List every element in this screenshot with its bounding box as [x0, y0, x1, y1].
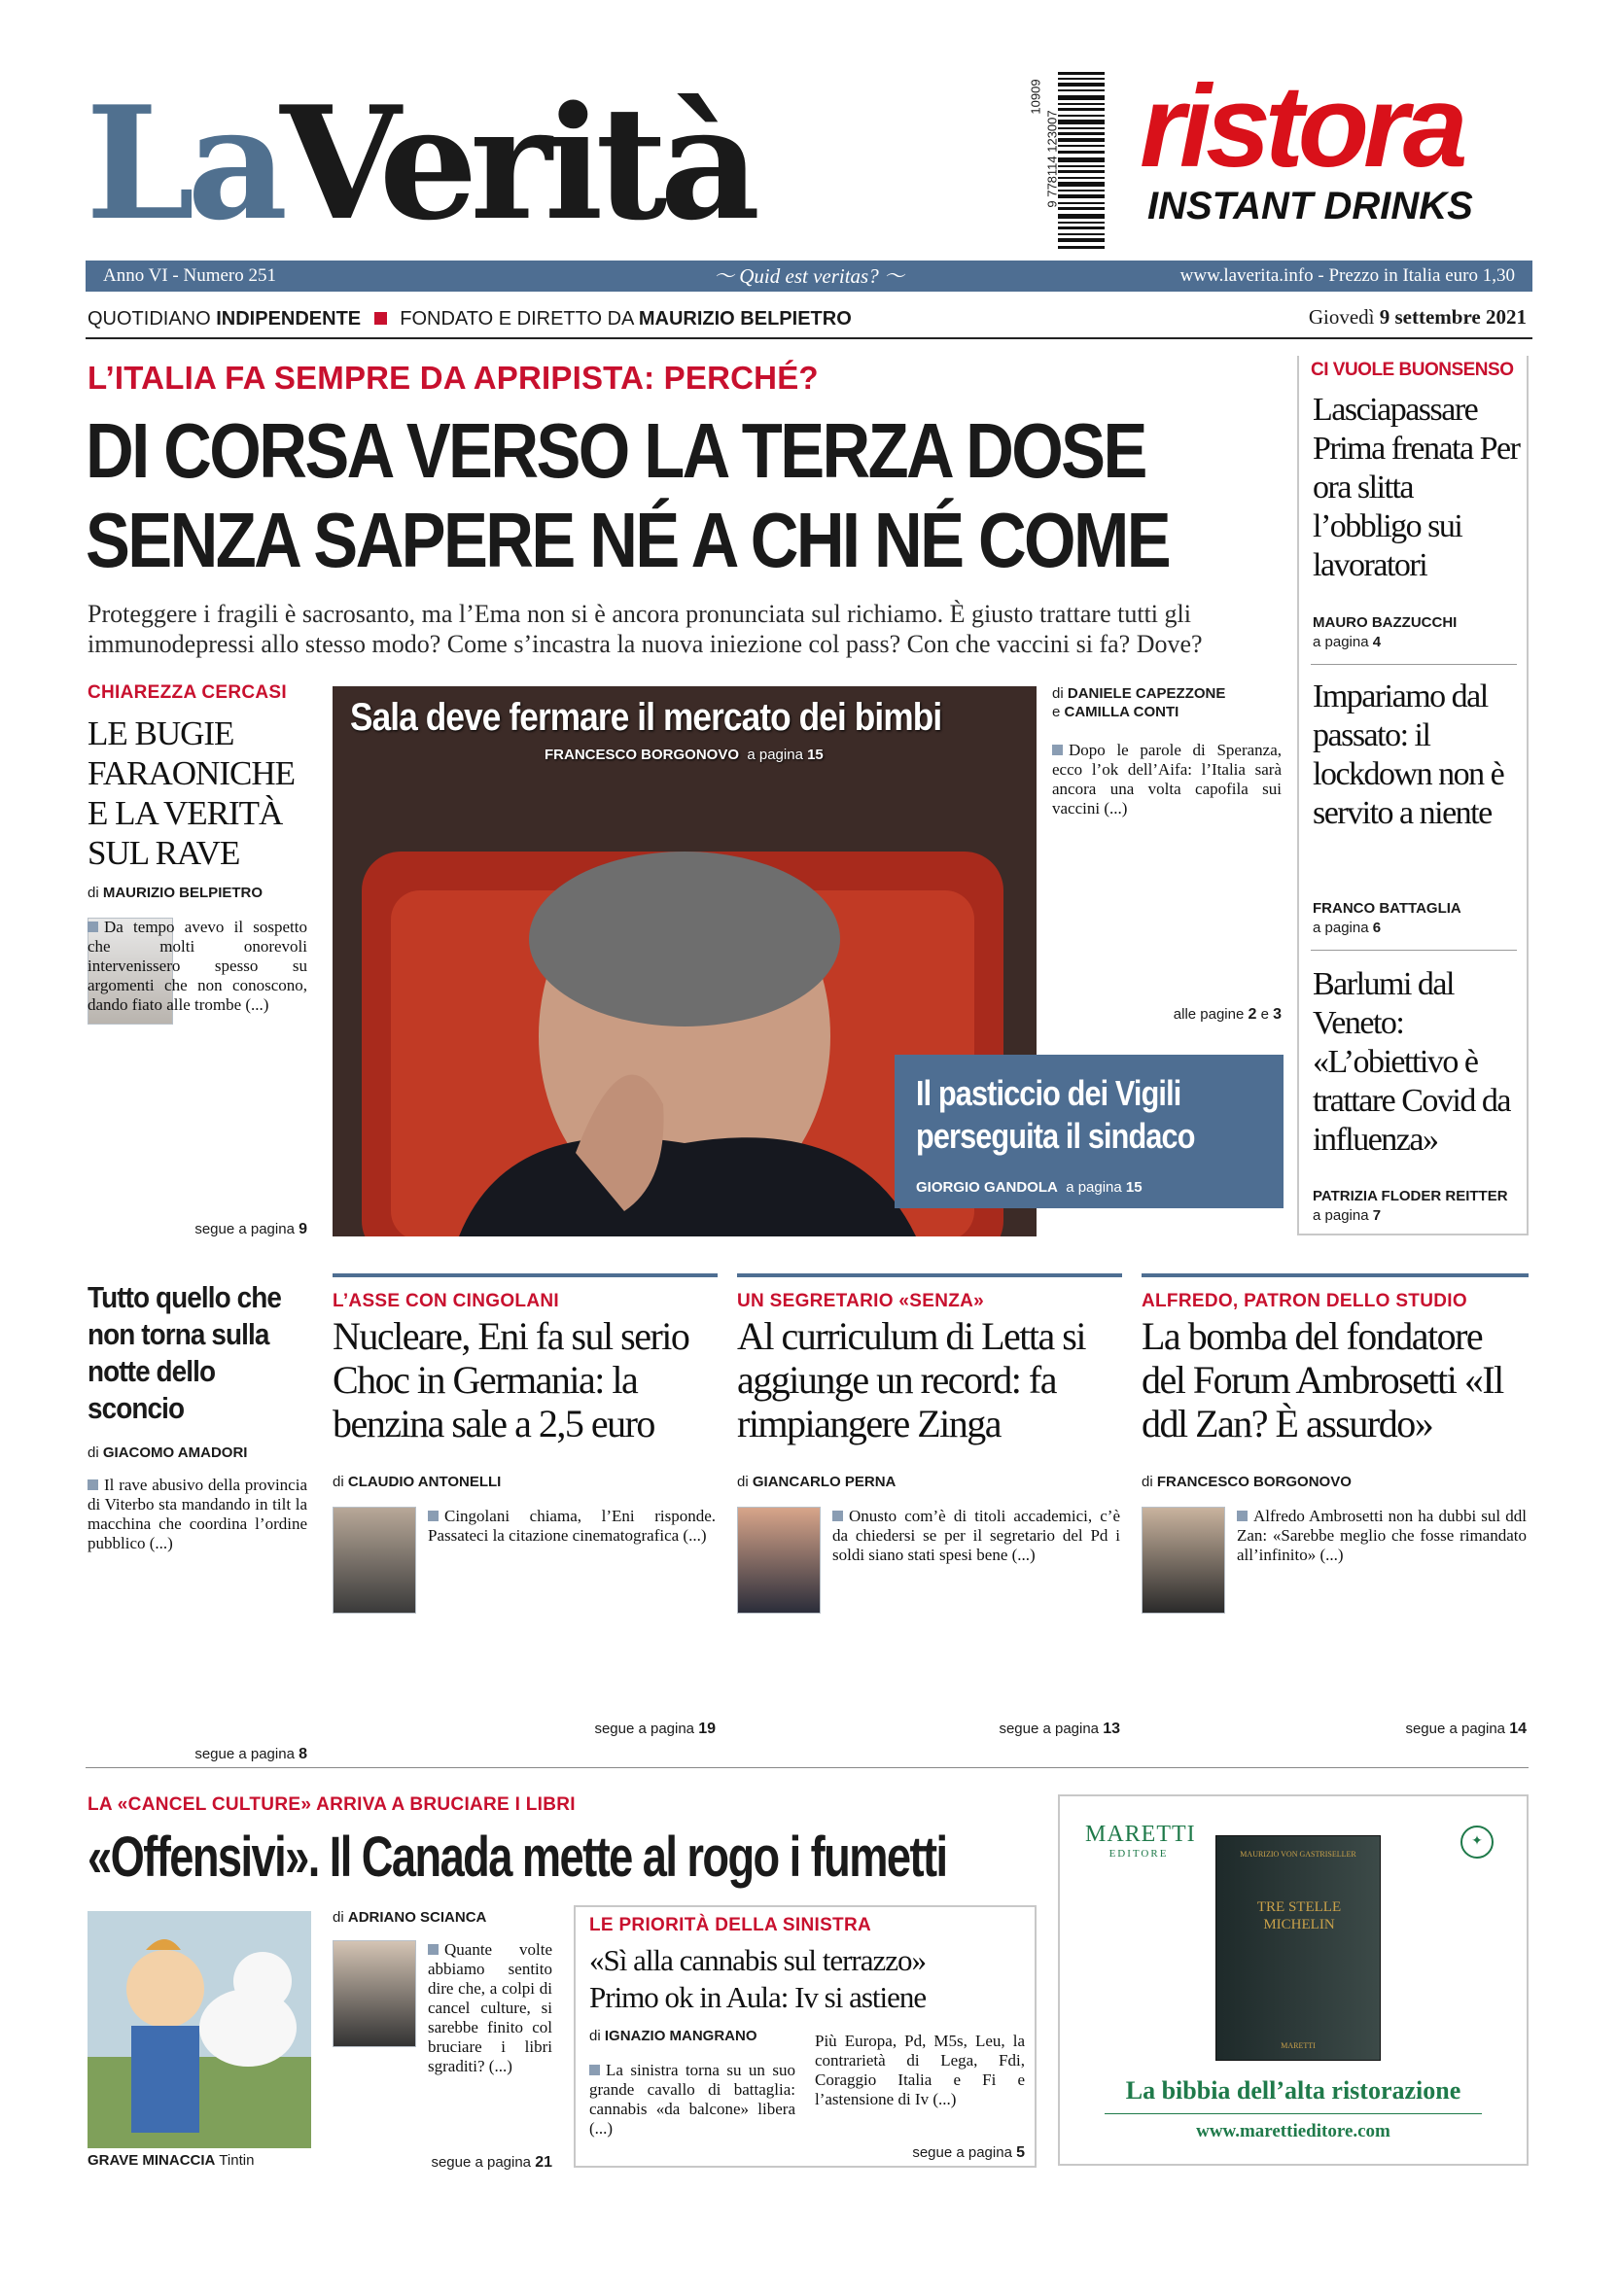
- perna-title[interactable]: Al curriculum di Letta si aggiunge un record: fa rimpiangere Zinga: [737, 1314, 1085, 1445]
- ristora-tag: INSTANT DRINKS: [1147, 185, 1473, 227]
- borgonovo-byline: di FRANCESCO BORGONOVO: [1142, 1474, 1352, 1490]
- borgonovo-photo: [1142, 1507, 1225, 1614]
- maretti-brand: MARETTI EDITORE: [1085, 1822, 1196, 1860]
- lead-byline: di DANIELE CAPEZZONE e CAMILLA CONTI: [1052, 685, 1226, 720]
- cannabis-continue[interactable]: segue a pagina 5: [912, 2144, 1025, 2161]
- lead-headline-line-1: DI CORSA VERSO LA TERZA DOSE: [86, 407, 1145, 494]
- scianca-text: Quante volte abbiamo sentito dire che, a colpi di cancel culture, si sarebbe finito col bruciare i libri sgraditi? (...): [428, 1940, 552, 2075]
- sidebar-story-2-title[interactable]: Impariamo dal passato: il lockdown non è servito a niente: [1313, 678, 1504, 831]
- maretti-book: MAURIZIO VON GASTRISELLER TRE STELLE MICHELIN MARETTI: [1215, 1835, 1381, 2061]
- vigili-credit: GIORGIO GANDOLA a pagina 15: [916, 1179, 1143, 1196]
- maretti-ad[interactable]: [1058, 1794, 1529, 2166]
- maretti-seal-icon: ✦: [1460, 1826, 1494, 1859]
- scianca-continue[interactable]: segue a pagina 21: [431, 2154, 552, 2171]
- lead-text: Dopo le parole di Speranza, ecco l’ok dell’Aifa: l’Italia sarà ancora una volta capofila sui vaccini (...): [1052, 741, 1282, 818]
- antonelli-kicker: L’ASSE CON CINGOLANI: [333, 1291, 559, 1311]
- perna-photo: [737, 1507, 821, 1614]
- borgonovo-text: Alfredo Ambrosetti non ha dubbi sul ddl Zan: «Sarebbe meglio che fosse rimandato all’infinito» (...): [1237, 1507, 1527, 1564]
- issue-number: Anno VI - Numero 251: [103, 265, 277, 286]
- tintin-image: [88, 1911, 311, 2148]
- sidebar-kicker: CI VUOLE BUONSENSO: [1311, 360, 1514, 380]
- masthead-band: [86, 261, 1532, 292]
- perna-text: Onusto com’è di titoli accademici, c’è da chiedersi se per il segretario del Pd i soldi siano stati spesi bene (...): [832, 1507, 1120, 1564]
- lead-headline: [86, 406, 1170, 585]
- row2-rule-2: [333, 1273, 718, 1277]
- antonelli-text: Cingolani chiama, l’Eni risponde. Passateci la citazione cinematografica (...): [428, 1507, 716, 1545]
- antonelli-photo: [333, 1507, 416, 1614]
- amadori-byline: di GIACOMO AMADORI: [88, 1444, 248, 1461]
- sidebar-story-3-title[interactable]: Barlumi dal Veneto: «L’obiettivo è trattare Covid da influenza»: [1313, 966, 1510, 1158]
- cannabis-kicker: LE PRIORITÀ DELLA SINISTRA: [589, 1915, 871, 1935]
- lead-headline-line-2: SENZA SAPERE NÉ A CHI NÉ COME: [86, 497, 1170, 583]
- antonelli-continue[interactable]: segue a pagina 19: [594, 1721, 716, 1737]
- barcode-icon: [1056, 72, 1105, 251]
- barcode-top: 10909: [1028, 79, 1043, 115]
- sidebar-story-3-author: PATRIZIA FLODER REITTER: [1313, 1188, 1508, 1204]
- amadori-continue[interactable]: segue a pagina 8: [194, 1746, 307, 1762]
- perna-byline: di GIANCARLO PERNA: [737, 1474, 897, 1490]
- editorial-continue[interactable]: segue a pagina 9: [194, 1221, 307, 1237]
- ristora-brand: ristora: [1140, 61, 1462, 191]
- sidebar-divider-2: [1311, 950, 1517, 951]
- cannabis-text-1: La sinistra torna su un suo grande cavallo di battaglia: cannabis «da balcone» libera (...): [589, 2061, 795, 2138]
- barcode-digits: 9 778114 123007: [1044, 110, 1060, 208]
- photo-credit: FRANCESCO BORGONOVO a pagina 15: [545, 747, 824, 763]
- lead-kicker: L’ITALIA FA SEMPRE DA APRIPISTA: PERCHÉ?: [88, 360, 819, 396]
- lead-continue[interactable]: alle pagine 2 e 3: [1173, 1006, 1282, 1023]
- logo: [86, 72, 754, 255]
- editorial-title[interactable]: LE BUGIE FARAONICHE E LA VERITÀ SUL RAVE: [88, 714, 295, 872]
- logo-verita: Verità: [280, 72, 754, 255]
- vigili-title: Il pasticcio dei Vigili perseguita il sindaco: [916, 1073, 1195, 1156]
- amadori-text: Il rave abusivo della provincia di Viterbo sta mandando in tilt la macchina che coordina l’ordine pubblico (...): [88, 1476, 307, 1552]
- sidebar-story-3-page: a pagina 7: [1313, 1207, 1382, 1224]
- maretti-url[interactable]: www.marettieditore.com: [1196, 2121, 1390, 2141]
- masthead-tagline: QUOTIDIANO INDIPENDENTE FONDATO E DIRETTO DA MAURIZIO BELPIETRO: [88, 308, 852, 330]
- cannabis-text-2: Più Europa, Pd, M5s, Leu, la contrarietà di Lega, Fdi, Coraggio Italia e Fi e l’astensione di Iv (...): [815, 2032, 1025, 2108]
- lead-subhead: Proteggere i fragili è sacrosanto, ma l’Ema non si è ancora pronunciata sul richiamo. È giusto trattare tutti gli immunodepressi allo stesso modo? Come s’incastra la nuova iniezione col pass? Con che vaccini si fa? Dove?: [88, 600, 1203, 658]
- borgonovo-kicker: ALFREDO, PATRON DELLO STUDIO: [1142, 1291, 1467, 1311]
- sidebar-story-2-page: a pagina 6: [1313, 920, 1382, 936]
- mangrano-byline: di IGNAZIO MANGRANO: [589, 2028, 757, 2044]
- maretti-rule: [1105, 2113, 1482, 2114]
- row2-rule-4: [1142, 1273, 1529, 1277]
- canada-kicker: LA «CANCEL CULTURE» ARRIVA A BRUCIARE I LIBRI: [88, 1794, 576, 1815]
- tintin-caption: GRAVE MINACCIA Tintin: [88, 2152, 255, 2169]
- scianca-byline: di ADRIANO SCIANCA: [333, 1909, 487, 1926]
- barcode: [1028, 72, 1105, 251]
- row2-rule-3: [737, 1273, 1122, 1277]
- divider-2: [86, 1767, 1529, 1768]
- borgonovo-title[interactable]: La bomba del fondatore del Forum Ambrosetti «Il ddl Zan? È assurdo»: [1142, 1314, 1503, 1445]
- sidebar-story-2-author: FRANCO BATTAGLIA: [1313, 900, 1461, 917]
- sidebar-story-1-page: a pagina 4: [1313, 634, 1382, 650]
- logo-la: La: [86, 72, 281, 255]
- divider: [86, 337, 1532, 339]
- antonelli-byline: di CLAUDIO ANTONELLI: [333, 1474, 502, 1490]
- canada-title[interactable]: «Offensivi». Il Canada mette al rogo i fumetti: [88, 1826, 947, 1889]
- motto: 〜 Quid est veritas? 〜: [714, 264, 904, 288]
- cannabis-title[interactable]: «Sì alla cannabis sul terrazzo» Primo ok in Aula: Iv si astiene: [589, 1943, 927, 2014]
- perna-kicker: UN SEGRETARIO «SENZA»: [737, 1291, 985, 1311]
- sidebar-story-1-author: MAURO BAZZUCCHI: [1313, 614, 1458, 631]
- editorial-text: Da tempo avevo il sospetto che molti onorevoli intervenissero spesso su argomenti che non conoscono, dando fiato alle trombe (...): [88, 918, 307, 1014]
- perna-continue[interactable]: segue a pagina 13: [999, 1721, 1120, 1737]
- site-price[interactable]: www.laverita.info - Prezzo in Italia euro 1,30: [1179, 265, 1515, 286]
- borgonovo-continue[interactable]: segue a pagina 14: [1405, 1721, 1527, 1737]
- sidebar-divider-1: [1311, 664, 1517, 665]
- photo-title[interactable]: Sala deve fermare il mercato dei bimbi: [350, 696, 942, 739]
- vigili-box[interactable]: [895, 1055, 1284, 1208]
- sidebar-story-1-title[interactable]: Lasciapassare Prima frenata Per ora slitta l’obbligo sui lavoratori: [1313, 392, 1520, 583]
- maretti-slogan: La bibbia dell’alta ristorazione: [1125, 2076, 1461, 2105]
- editorial-byline: di MAURIZIO BELPIETRO: [88, 885, 264, 901]
- scianca-photo: [333, 1940, 416, 2047]
- antonelli-title[interactable]: Nucleare, Eni fa sul serio Choc in Germania: la benzina sale a 2,5 euro: [333, 1314, 689, 1445]
- amadori-title[interactable]: Tutto quello che non torna sulla notte dello sconcio: [88, 1280, 281, 1425]
- tintin-image-icon: [88, 1911, 311, 2148]
- ristora-ad: [1140, 61, 1538, 243]
- editorial-kicker: CHIAREZZA CERCASI: [88, 682, 287, 703]
- issue-date: Giovedì 9 settembre 2021: [1308, 305, 1527, 329]
